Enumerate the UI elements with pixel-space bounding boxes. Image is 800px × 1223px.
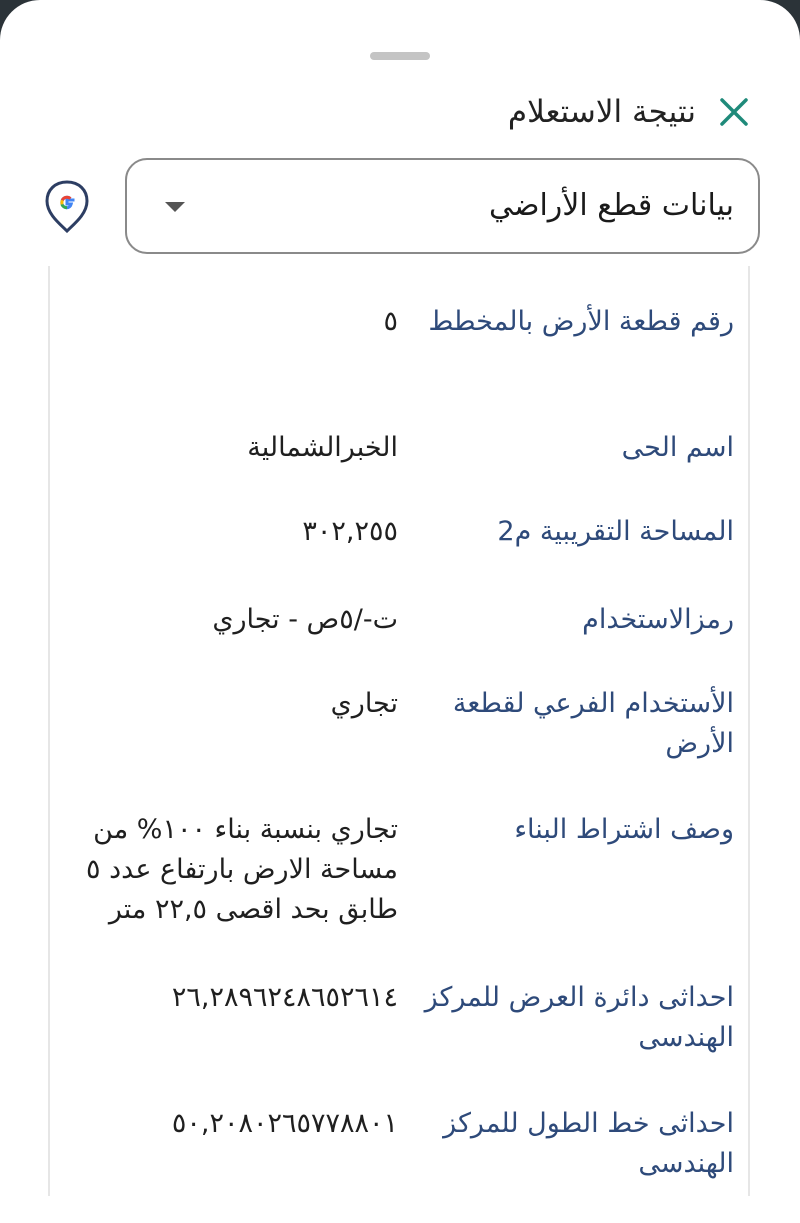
google-pin-icon[interactable] bbox=[44, 180, 90, 234]
page-title: نتيجة الاستعلام bbox=[507, 94, 696, 130]
detail-value: ٥ bbox=[383, 306, 398, 337]
detail-label: الأستخدام الفرعي لقطعة الأرض bbox=[452, 688, 734, 759]
detail-value: الخبرالشمالية bbox=[247, 432, 398, 463]
sheet-header bbox=[508, 88, 754, 136]
chevron-down-icon bbox=[165, 202, 185, 212]
detail-label: المساحة التقريبية م2 bbox=[497, 516, 734, 547]
detail-label: رقم قطعة الأرض بالمخطط bbox=[428, 306, 734, 337]
detail-value: ٥٠,٢٠٨٠٢٦٥٧٧٨٨٠١ bbox=[171, 1108, 398, 1139]
drag-handle[interactable] bbox=[370, 52, 430, 60]
detail-label: وصف اشتراط البناء bbox=[514, 814, 734, 845]
close-icon bbox=[719, 97, 749, 127]
detail-label: رمزالاستخدام bbox=[582, 604, 734, 635]
detail-value: تجاري bbox=[330, 688, 398, 719]
detail-label: اسم الحى bbox=[621, 432, 734, 463]
detail-value: تجاري بنسبة بناء ١٠٠% من مساحة الارض بارتفاع عدد ٥ طابق بحد اقصى ٢٢,٥ متر bbox=[86, 814, 398, 925]
detail-label: احداثى خط الطول للمركز الهندسى bbox=[443, 1108, 734, 1179]
dropdown-selected-value: بيانات قطع الأراضي bbox=[488, 188, 734, 223]
detail-value: ٢٦,٢٨٩٦٢٤٨٦٥٢٦١٤ bbox=[171, 982, 398, 1013]
detail-label: احداثى دائرة العرض للمركز الهندسى bbox=[424, 982, 734, 1053]
land-parcel-details bbox=[48, 266, 750, 1196]
close-button[interactable] bbox=[714, 88, 754, 136]
detail-value: ٣٠٢,٢٥٥ bbox=[302, 516, 398, 547]
data-type-select[interactable] bbox=[125, 158, 760, 254]
detail-value: ت-/٥ص - تجاري bbox=[212, 604, 398, 635]
